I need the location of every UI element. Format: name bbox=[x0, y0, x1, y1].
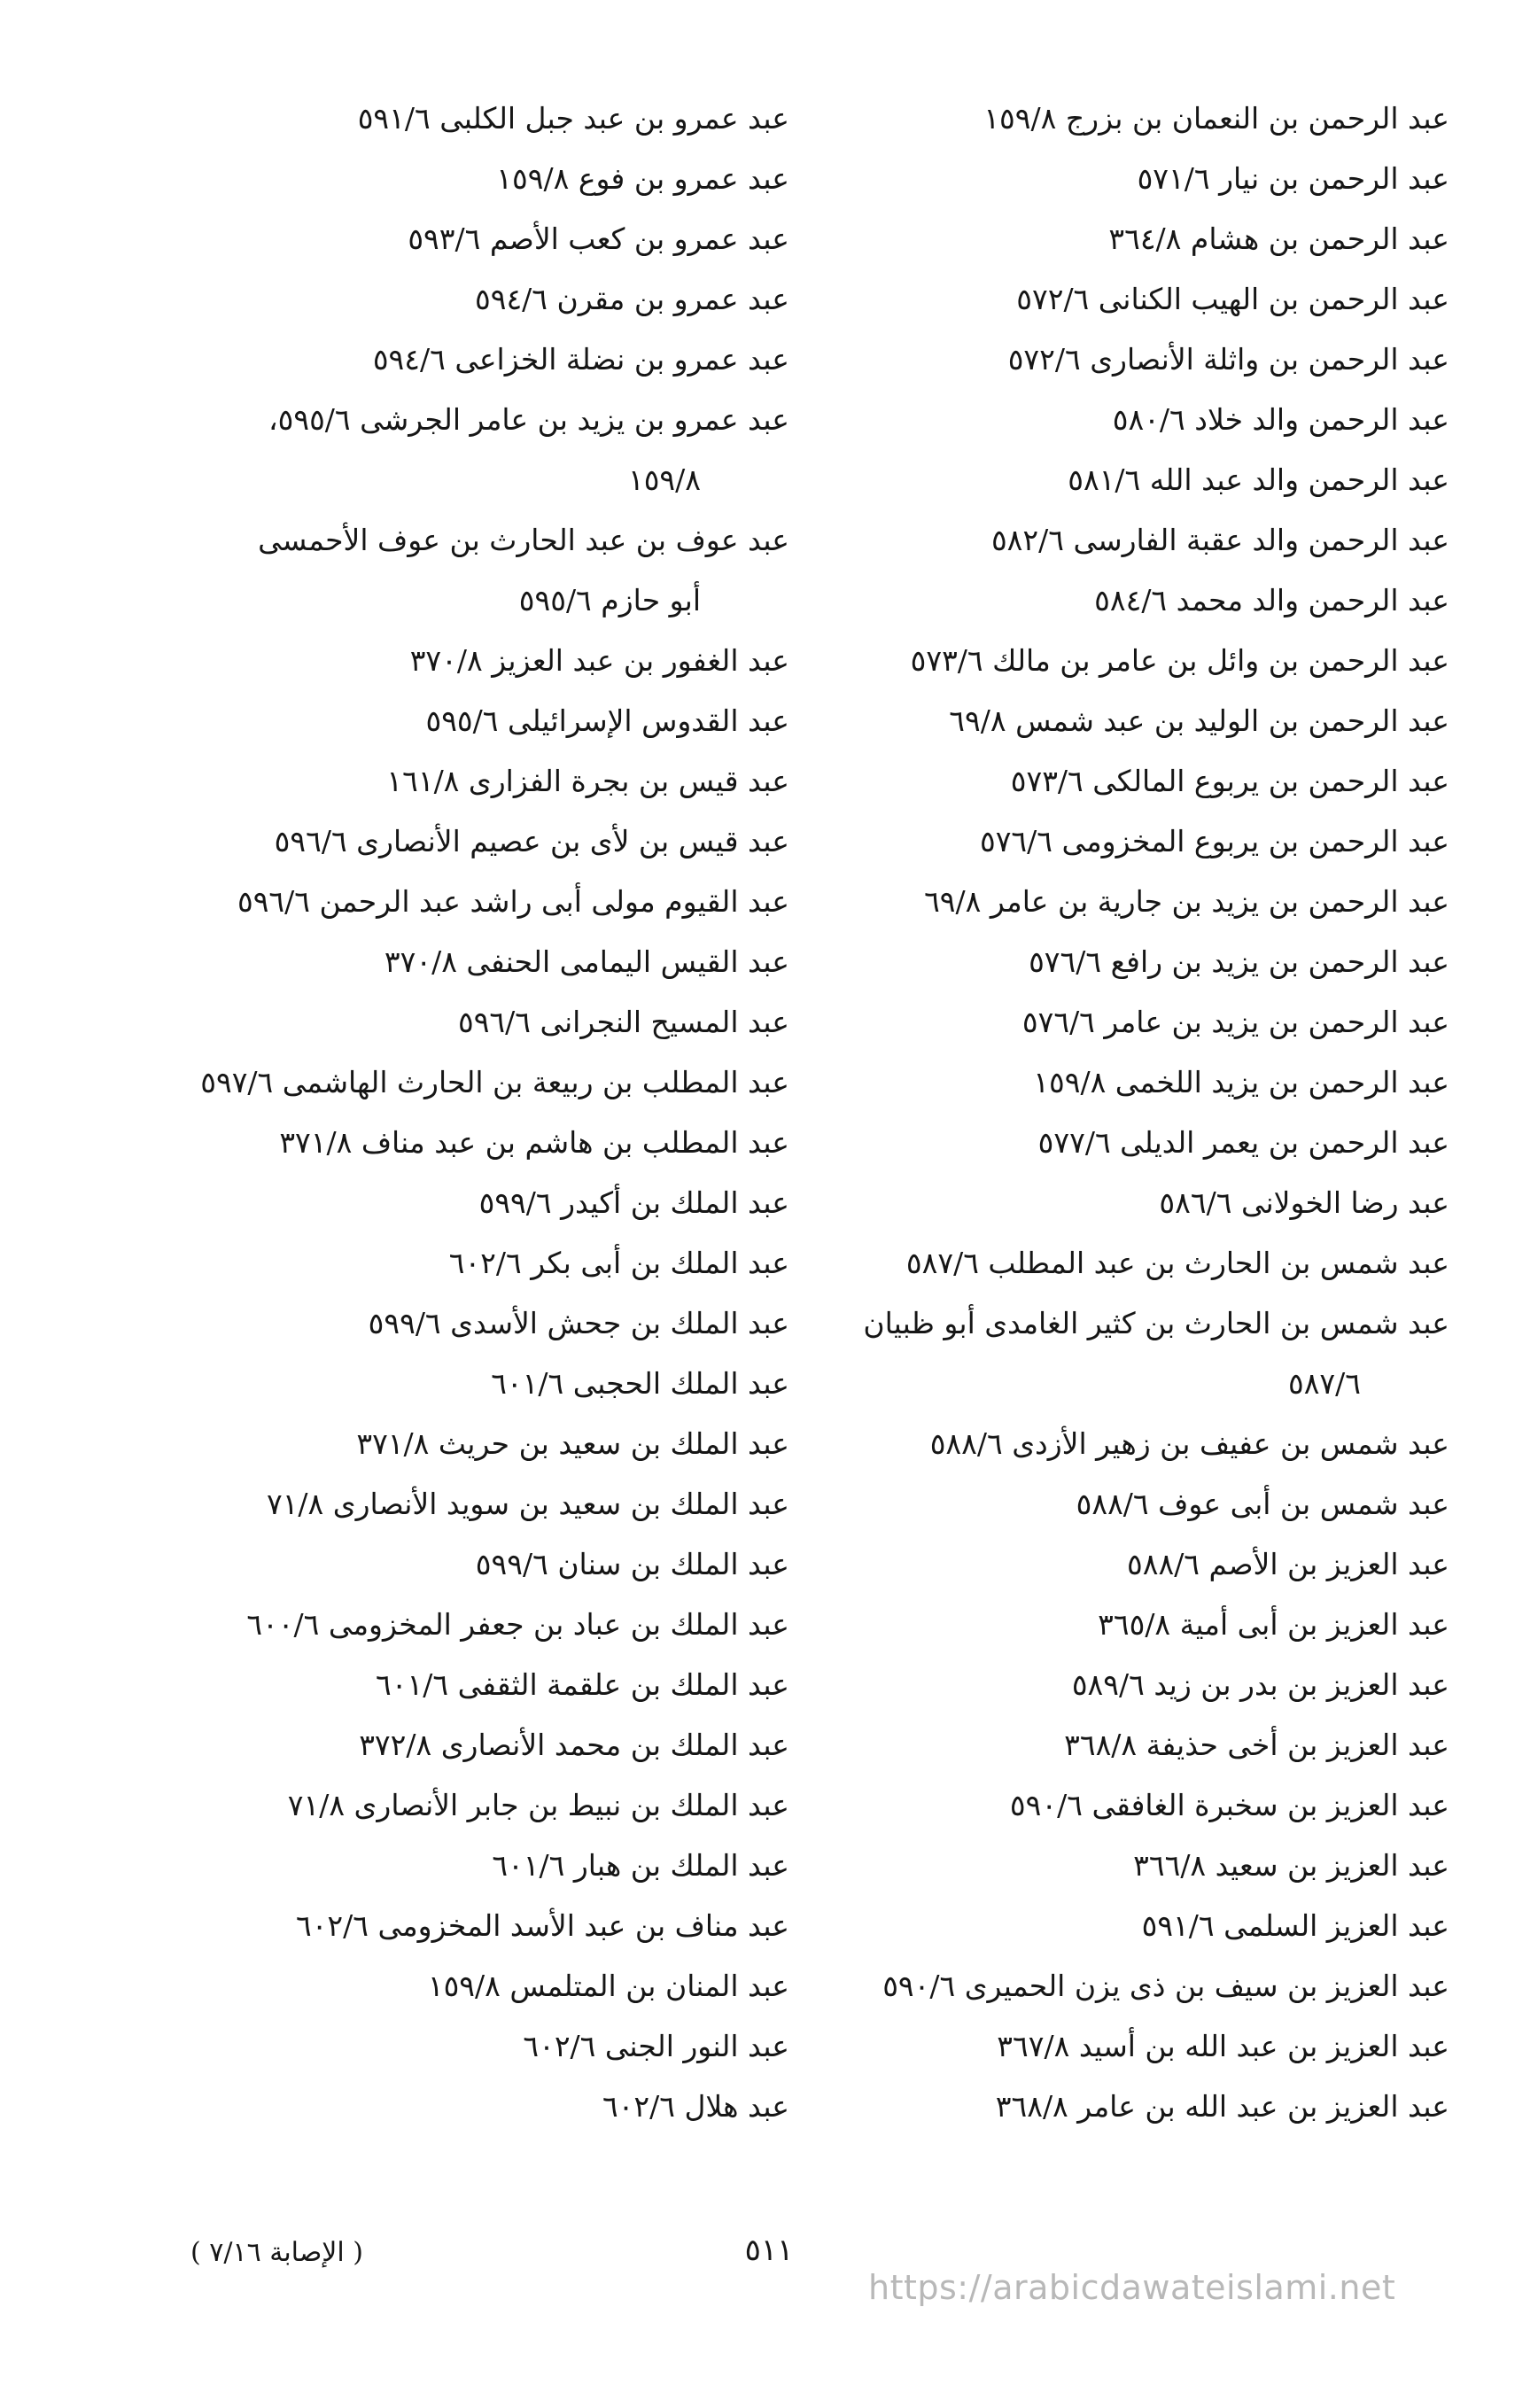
watermark-url: https://arabicdawateislami.net bbox=[868, 2268, 1396, 2307]
index-entry: عبد عمرو بن نضلة الخزاعى ٥٩٤/٦ bbox=[372, 342, 789, 377]
index-entry: عبد رضا الخولانى ٥٨٦/٦ bbox=[1159, 1185, 1449, 1220]
index-entry: عبد الرحمن بن الوليد بن عبد شمس ٦٩/٨ bbox=[949, 703, 1449, 738]
index-entry: عبد النور الجنى ٦٠٢/٦ bbox=[523, 2029, 789, 2063]
index-entry: عبد العزيز بن سيف بن ذى يزن الحميرى ٥٩٠/٦ bbox=[882, 1969, 1449, 2003]
source-reference: ( الإصابة ٧/١٦ ) bbox=[190, 2237, 363, 2268]
index-entry: عبد عمرو بن عبد جبل الكلبى ٥٩١/٦ bbox=[357, 101, 789, 136]
index-entry: عبد الرحمن بن واثلة الأنصارى ٥٧٢/٦ bbox=[1007, 342, 1449, 377]
index-entry: عبد العزيز بن عبد الله بن عامر ٣٦٨/٨ bbox=[995, 2089, 1449, 2124]
index-entry: عبد قيس بن بجرة الفزارى ١٦١/٨ bbox=[386, 764, 789, 798]
index-entry: عبد الملك الحجبى ٦٠١/٦ bbox=[491, 1366, 789, 1401]
index-entry: عبد الرحمن بن يعمر الديلى ٥٧٧/٦ bbox=[1037, 1125, 1449, 1160]
page-number: ٥١١ bbox=[744, 2233, 794, 2268]
index-entry: عبد الرحمن والد محمد ٥٨٤/٦ bbox=[1094, 583, 1449, 618]
index-entry: عبد مناف بن عبد الأسد المخزومى ٦٠٢/٦ bbox=[295, 1908, 789, 1943]
index-entry: عبد الملك بن سعيد بن سويد الأنصارى ٧١/٨ bbox=[266, 1487, 789, 1521]
index-column-right bbox=[847, 89, 1449, 2137]
index-entry: عبد الملك بن أبى بكر ٦٠٢/٦ bbox=[448, 1246, 789, 1280]
index-entry: عبد عوف بن عبد الحارث بن عوف الأحمسى bbox=[258, 523, 789, 557]
index-entry: عبد الرحمن بن يزيد اللخمى ١٥٩/٨ bbox=[1033, 1065, 1449, 1099]
index-entry: عبد المطلب بن ربيعة بن الحارث الهاشمى ٥٩٧/٦ bbox=[200, 1065, 789, 1099]
index-entry: عبد الغفور بن عبد العزيز ٣٧٠/٨ bbox=[409, 643, 789, 678]
index-entry-continuation: ١٥٩/٨ bbox=[627, 462, 701, 497]
index-entry: عبد القدوس الإسرائيلى ٥٩٥/٦ bbox=[425, 703, 789, 738]
index-entry: عبد الملك بن أكيدر ٥٩٩/٦ bbox=[478, 1185, 789, 1220]
index-entry: عبد العزيز بن أبى أمية ٣٦٥/٨ bbox=[1098, 1607, 1449, 1642]
index-entry: عبد الرحمن بن النعمان بن بزرج ١٥٩/٨ bbox=[983, 101, 1449, 136]
index-entry: عبد العزيز بن الأصم ٥٨٨/٦ bbox=[1127, 1547, 1449, 1581]
index-entry: عبد الرحمن بن يزيد بن عامر ٥٧٦/٦ bbox=[1021, 1005, 1449, 1039]
index-entry: عبد الملك بن سنان ٥٩٩/٦ bbox=[475, 1547, 789, 1581]
index-entry: عبد الرحمن بن الهيب الكنانى ٥٧٢/٦ bbox=[1016, 282, 1449, 316]
index-entry: عبد شمس بن الحارث بن كثير الغامدى أبو ظبيان bbox=[863, 1306, 1449, 1340]
index-entry: عبد الملك بن نبيط بن جابر الأنصارى ٧١/٨ bbox=[287, 1788, 789, 1822]
index-entry: عبد الملك بن عباد بن جعفر المخزومى ٦٠٠/٦ bbox=[246, 1607, 789, 1642]
index-entry: عبد المطلب بن هاشم بن عبد مناف ٣٧١/٨ bbox=[279, 1125, 789, 1160]
index-entry: عبد العزيز بن أخى حذيفة ٣٦٨/٨ bbox=[1064, 1728, 1449, 1762]
index-entry: عبد عمرو بن يزيد بن عامر الجرشى ٥٩٥/٦، bbox=[268, 402, 789, 437]
index-entry: عبد الملك بن علقمة الثقفى ٦٠١/٦ bbox=[376, 1667, 789, 1702]
index-entry: عبد الرحمن بن هشام ٣٦٤/٨ bbox=[1108, 221, 1449, 256]
index-entry: عبد الملك بن جحش الأسدى ٥٩٩/٦ bbox=[368, 1306, 789, 1340]
index-entry: عبد عمرو بن فوع ١٥٩/٨ bbox=[496, 161, 789, 196]
index-entry: عبد الرحمن بن يزيد بن جارية بن عامر ٦٩/٨ bbox=[924, 884, 1449, 919]
index-entry: عبد الرحمن والد عقبة الفارسى ٥٨٢/٦ bbox=[990, 523, 1449, 557]
index-entry-continuation: أبو حازم ٥٩٥/٦ bbox=[518, 583, 701, 618]
index-entry: عبد المسيح النجرانى ٥٩٦/٦ bbox=[457, 1005, 789, 1039]
index-entry: عبد الرحمن بن يربوع المالكى ٥٧٣/٦ bbox=[1010, 764, 1449, 798]
index-entry: عبد الرحمن والد عبد الله ٥٨١/٦ bbox=[1068, 462, 1449, 497]
index-entry: عبد العزيز بن سخبرة الغافقى ٥٩٠/٦ bbox=[1009, 1788, 1449, 1822]
index-entry: عبد الملك بن محمد الأنصارى ٣٧٢/٨ bbox=[359, 1728, 789, 1762]
index-entry: عبد شمس بن الحارث بن عبد المطلب ٥٨٧/٦ bbox=[905, 1246, 1449, 1280]
index-entry: عبد هلال ٦٠٢/٦ bbox=[602, 2089, 789, 2124]
index-entry: عبد شمس بن أبى عوف ٥٨٨/٦ bbox=[1076, 1487, 1449, 1521]
index-entry: عبد الملك بن هبار ٦٠١/٦ bbox=[492, 1848, 789, 1883]
index-entry: عبد القيس اليمامى الحنفى ٣٧٠/٨ bbox=[384, 944, 789, 979]
index-entry: عبد الرحمن بن نيار ٥٧١/٦ bbox=[1137, 161, 1449, 196]
index-entry: عبد الرحمن بن يزيد بن رافع ٥٧٦/٦ bbox=[1029, 944, 1449, 979]
index-entry: عبد الرحمن بن وائل بن عامر بن مالك ٥٧٣/٦ bbox=[910, 643, 1449, 678]
index-entry: عبد العزيز السلمى ٥٩١/٦ bbox=[1141, 1908, 1449, 1943]
index-column-left bbox=[187, 89, 789, 2137]
index-entry: عبد عمرو بن كعب الأصم ٥٩٣/٦ bbox=[408, 221, 789, 256]
index-entry: عبد العزيز بن عبد الله بن أسيد ٣٦٧/٨ bbox=[997, 2029, 1449, 2063]
index-entry: عبد قيس بن لأى بن عصيم الأنصارى ٥٩٦/٦ bbox=[274, 824, 789, 858]
index-entry: عبد الرحمن بن يربوع المخزومى ٥٧٦/٦ bbox=[979, 824, 1449, 858]
index-entry: عبد شمس بن عفيف بن زهير الأزدى ٥٨٨/٦ bbox=[929, 1426, 1449, 1461]
index-entry-continuation: ٥٨٧/٦ bbox=[1287, 1366, 1361, 1401]
index-entry: عبد الملك بن سعيد بن حريث ٣٧١/٨ bbox=[356, 1426, 789, 1461]
index-entry: عبد المنان بن المتلمس ١٥٩/٨ bbox=[427, 1969, 789, 2003]
index-entry: عبد العزيز بن بدر بن زيد ٥٨٩/٦ bbox=[1071, 1667, 1449, 1702]
index-entry: عبد الرحمن والد خلاد ٥٨٠/٦ bbox=[1112, 402, 1449, 437]
index-entry: عبد العزيز بن سعيد ٣٦٦/٨ bbox=[1133, 1848, 1449, 1883]
index-entry: عبد القيوم مولى أبى راشد عبد الرحمن ٥٩٦/٦ bbox=[237, 884, 789, 919]
index-entry: عبد عمرو بن مقرن ٥٩٤/٦ bbox=[475, 282, 789, 316]
